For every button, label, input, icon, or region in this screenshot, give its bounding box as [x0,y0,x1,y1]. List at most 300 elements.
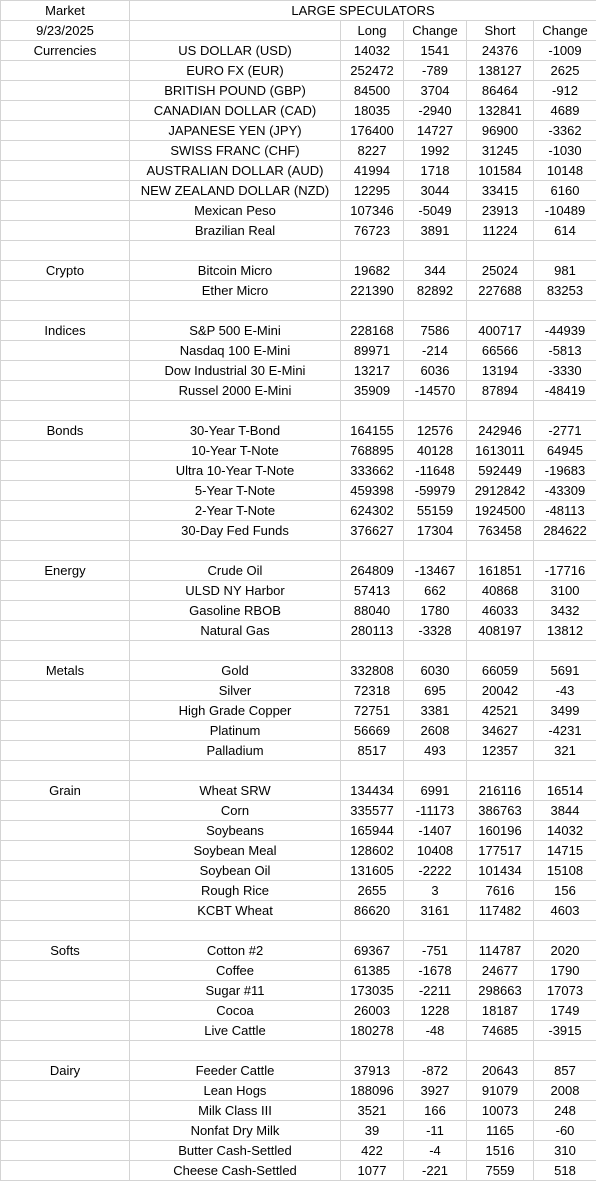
short-change-value[interactable]: 284622 [534,521,596,541]
blank-cell[interactable] [341,641,404,661]
long-value[interactable]: 624302 [341,501,404,521]
short-value[interactable]: 160196 [467,821,534,841]
long-value[interactable]: 72751 [341,701,404,721]
blank-cell[interactable] [467,541,534,561]
long-value[interactable]: 459398 [341,481,404,501]
col-short-header[interactable]: Short [467,21,534,41]
blank-cell[interactable] [1,281,130,301]
blank-cell[interactable] [1,1041,130,1061]
long-value[interactable]: 221390 [341,281,404,301]
short-value[interactable]: 216116 [467,781,534,801]
blank-cell[interactable] [1,1081,130,1101]
blank-cell[interactable] [130,921,341,941]
short-change-value[interactable]: 1790 [534,961,596,981]
short-change-value[interactable]: 83253 [534,281,596,301]
short-change-value[interactable]: 857 [534,1061,596,1081]
long-value[interactable]: 180278 [341,1021,404,1041]
contract-name[interactable]: 5-Year T-Note [130,481,341,501]
blank-cell[interactable] [1,521,130,541]
contract-name[interactable]: Natural Gas [130,621,341,641]
short-value[interactable]: 91079 [467,1081,534,1101]
contract-name[interactable]: Soybean Meal [130,841,341,861]
blank-cell[interactable] [1,921,130,941]
long-value[interactable]: 335577 [341,801,404,821]
blank-cell[interactable] [1,1121,130,1141]
blank-cell[interactable] [130,761,341,781]
blank-cell[interactable] [1,1141,130,1161]
long-change-value[interactable]: 6036 [404,361,467,381]
blank-cell[interactable] [1,961,130,981]
long-value[interactable]: 164155 [341,421,404,441]
short-change-value[interactable]: 14715 [534,841,596,861]
section-label[interactable]: Crypto [1,261,130,281]
contract-name[interactable]: Corn [130,801,341,821]
long-change-value[interactable]: 17304 [404,521,467,541]
short-value[interactable]: 7616 [467,881,534,901]
blank-cell[interactable] [534,921,596,941]
contract-name[interactable]: Palladium [130,741,341,761]
short-value[interactable]: 31245 [467,141,534,161]
blank-cell[interactable] [534,401,596,421]
contract-name[interactable]: Feeder Cattle [130,1061,341,1081]
short-change-value[interactable]: -48113 [534,501,596,521]
long-change-value[interactable]: -11648 [404,461,467,481]
blank-cell[interactable] [1,601,130,621]
short-change-value[interactable]: 248 [534,1101,596,1121]
contract-name[interactable]: JAPANESE YEN (JPY) [130,121,341,141]
blank-cell[interactable] [1,361,130,381]
blank-cell[interactable] [1,721,130,741]
contract-name[interactable]: NEW ZEALAND DOLLAR (NZD) [130,181,341,201]
short-change-value[interactable]: 156 [534,881,596,901]
short-value[interactable]: 101434 [467,861,534,881]
short-change-value[interactable]: 518 [534,1161,596,1181]
long-change-value[interactable]: 10408 [404,841,467,861]
short-value[interactable]: 86464 [467,81,534,101]
long-change-value[interactable]: 6030 [404,661,467,681]
long-value[interactable]: 128602 [341,841,404,861]
long-change-value[interactable]: 12576 [404,421,467,441]
contract-name[interactable]: Platinum [130,721,341,741]
long-value[interactable]: 61385 [341,961,404,981]
contract-name[interactable]: Dow Industrial 30 E-Mini [130,361,341,381]
blank-cell[interactable] [404,301,467,321]
blank-cell[interactable] [1,881,130,901]
long-value[interactable]: 37913 [341,1061,404,1081]
blank-cell[interactable] [130,541,341,561]
blank-cell[interactable] [130,1041,341,1061]
long-change-value[interactable]: 14727 [404,121,467,141]
section-label[interactable]: Currencies [1,41,130,61]
short-change-value[interactable]: -48419 [534,381,596,401]
long-value[interactable]: 57413 [341,581,404,601]
short-change-value[interactable]: -4231 [534,721,596,741]
long-value[interactable]: 2655 [341,881,404,901]
long-change-value[interactable]: 493 [404,741,467,761]
contract-name[interactable]: 2-Year T-Note [130,501,341,521]
long-value[interactable]: 56669 [341,721,404,741]
long-change-value[interactable]: 3381 [404,701,467,721]
contract-name[interactable]: Ether Micro [130,281,341,301]
short-value[interactable]: 1924500 [467,501,534,521]
short-value[interactable]: 40868 [467,581,534,601]
short-value[interactable]: 46033 [467,601,534,621]
short-value[interactable]: 11224 [467,221,534,241]
blank-cell[interactable] [1,181,130,201]
short-value[interactable]: 1613011 [467,441,534,461]
blank-cell[interactable] [341,1041,404,1061]
contract-name[interactable]: AUSTRALIAN DOLLAR (AUD) [130,161,341,181]
blank-cell[interactable] [1,621,130,641]
long-change-value[interactable]: 2608 [404,721,467,741]
blank-cell[interactable] [467,921,534,941]
blank-cell[interactable] [1,61,130,81]
long-value[interactable]: 3521 [341,1101,404,1121]
contract-name[interactable]: 30-Day Fed Funds [130,521,341,541]
short-value[interactable]: 1516 [467,1141,534,1161]
blank-cell[interactable] [1,681,130,701]
blank-cell[interactable] [130,401,341,421]
section-label[interactable]: Softs [1,941,130,961]
long-value[interactable]: 332808 [341,661,404,681]
short-value[interactable]: 132841 [467,101,534,121]
contract-name[interactable]: Gold [130,661,341,681]
short-change-value[interactable]: 2020 [534,941,596,961]
blank-cell[interactable] [1,641,130,661]
blank-cell[interactable] [467,761,534,781]
blank-cell[interactable] [1,241,130,261]
long-change-value[interactable]: -1678 [404,961,467,981]
contract-name[interactable]: Cocoa [130,1001,341,1021]
long-change-value[interactable]: 55159 [404,501,467,521]
short-change-value[interactable]: 3499 [534,701,596,721]
blank-cell[interactable] [1,81,130,101]
short-value[interactable]: 13194 [467,361,534,381]
blank-cell[interactable] [1,141,130,161]
blank-cell[interactable] [130,21,341,41]
long-change-value[interactable]: 1718 [404,161,467,181]
short-change-value[interactable]: 2625 [534,61,596,81]
blank-cell[interactable] [1,1101,130,1121]
long-value[interactable]: 39 [341,1121,404,1141]
blank-cell[interactable] [130,301,341,321]
long-change-value[interactable]: -4 [404,1141,467,1161]
blank-cell[interactable] [1,401,130,421]
blank-cell[interactable] [1,901,130,921]
contract-name[interactable]: Soybeans [130,821,341,841]
short-change-value[interactable]: 14032 [534,821,596,841]
long-change-value[interactable]: 40128 [404,441,467,461]
long-value[interactable]: 13217 [341,361,404,381]
short-change-value[interactable]: 3432 [534,601,596,621]
long-value[interactable]: 18035 [341,101,404,121]
long-change-value[interactable]: 1228 [404,1001,467,1021]
short-value[interactable]: 18187 [467,1001,534,1021]
blank-cell[interactable] [404,401,467,421]
blank-cell[interactable] [404,641,467,661]
short-change-value[interactable]: -17716 [534,561,596,581]
contract-name[interactable]: US DOLLAR (USD) [130,41,341,61]
blank-cell[interactable] [534,641,596,661]
contract-name[interactable]: Wheat SRW [130,781,341,801]
long-change-value[interactable]: 1541 [404,41,467,61]
long-value[interactable]: 1077 [341,1161,404,1181]
long-value[interactable]: 84500 [341,81,404,101]
blank-cell[interactable] [1,981,130,1001]
long-value[interactable]: 76723 [341,221,404,241]
col-short-change-header[interactable]: Change [534,21,596,41]
long-value[interactable]: 131605 [341,861,404,881]
short-change-value[interactable]: 4603 [534,901,596,921]
long-change-value[interactable]: 344 [404,261,467,281]
long-value[interactable]: 188096 [341,1081,404,1101]
short-change-value[interactable]: -1009 [534,41,596,61]
blank-cell[interactable] [467,301,534,321]
table-title[interactable]: LARGE SPECULATORS [130,1,596,21]
long-value[interactable]: 107346 [341,201,404,221]
short-change-value[interactable]: -3915 [534,1021,596,1041]
long-change-value[interactable]: 1780 [404,601,467,621]
long-change-value[interactable]: -11173 [404,801,467,821]
short-value[interactable]: 42521 [467,701,534,721]
blank-cell[interactable] [1,101,130,121]
short-value[interactable]: 20643 [467,1061,534,1081]
section-label[interactable]: Bonds [1,421,130,441]
short-value[interactable]: 114787 [467,941,534,961]
short-value[interactable]: 227688 [467,281,534,301]
blank-cell[interactable] [341,241,404,261]
short-value[interactable]: 25024 [467,261,534,281]
short-value[interactable]: 101584 [467,161,534,181]
long-change-value[interactable]: -59979 [404,481,467,501]
contract-name[interactable]: Lean Hogs [130,1081,341,1101]
contract-name[interactable]: Cheese Cash-Settled [130,1161,341,1181]
short-value[interactable]: 763458 [467,521,534,541]
short-change-value[interactable]: 2008 [534,1081,596,1101]
short-change-value[interactable]: -10489 [534,201,596,221]
blank-cell[interactable] [1,461,130,481]
long-change-value[interactable]: 3161 [404,901,467,921]
long-value[interactable]: 88040 [341,601,404,621]
contract-name[interactable]: BRITISH POUND (GBP) [130,81,341,101]
blank-cell[interactable] [341,761,404,781]
short-change-value[interactable]: 17073 [534,981,596,1001]
short-value[interactable]: 408197 [467,621,534,641]
short-value[interactable]: 87894 [467,381,534,401]
short-value[interactable]: 2912842 [467,481,534,501]
long-value[interactable]: 72318 [341,681,404,701]
short-change-value[interactable]: 3844 [534,801,596,821]
short-value[interactable]: 20042 [467,681,534,701]
short-value[interactable]: 7559 [467,1161,534,1181]
short-value[interactable]: 161851 [467,561,534,581]
contract-name[interactable]: S&P 500 E-Mini [130,321,341,341]
blank-cell[interactable] [1,121,130,141]
long-value[interactable]: 14032 [341,41,404,61]
long-value[interactable]: 8227 [341,141,404,161]
short-value[interactable]: 33415 [467,181,534,201]
long-value[interactable]: 35909 [341,381,404,401]
long-value[interactable]: 264809 [341,561,404,581]
long-value[interactable]: 41994 [341,161,404,181]
short-value[interactable]: 592449 [467,461,534,481]
contract-name[interactable]: Mexican Peso [130,201,341,221]
report-date[interactable]: 9/23/2025 [1,21,130,41]
col-long-header[interactable]: Long [341,21,404,41]
short-change-value[interactable]: -60 [534,1121,596,1141]
short-value[interactable]: 12357 [467,741,534,761]
long-value[interactable]: 69367 [341,941,404,961]
short-change-value[interactable]: -3362 [534,121,596,141]
short-value[interactable]: 1165 [467,1121,534,1141]
blank-cell[interactable] [1,341,130,361]
long-change-value[interactable]: -214 [404,341,467,361]
short-change-value[interactable]: -2771 [534,421,596,441]
long-value[interactable]: 252472 [341,61,404,81]
long-value[interactable]: 422 [341,1141,404,1161]
short-change-value[interactable]: 310 [534,1141,596,1161]
short-value[interactable]: 138127 [467,61,534,81]
blank-cell[interactable] [1,741,130,761]
long-change-value[interactable]: -13467 [404,561,467,581]
contract-name[interactable]: Rough Rice [130,881,341,901]
long-change-value[interactable]: 695 [404,681,467,701]
long-value[interactable]: 280113 [341,621,404,641]
blank-cell[interactable] [534,1041,596,1061]
col-long-change-header[interactable]: Change [404,21,467,41]
blank-cell[interactable] [1,541,130,561]
short-change-value[interactable]: -43 [534,681,596,701]
contract-name[interactable]: Nonfat Dry Milk [130,1121,341,1141]
long-change-value[interactable]: 6991 [404,781,467,801]
short-change-value[interactable]: -912 [534,81,596,101]
long-change-value[interactable]: -3328 [404,621,467,641]
short-value[interactable]: 10073 [467,1101,534,1121]
section-label[interactable]: Grain [1,781,130,801]
blank-cell[interactable] [534,241,596,261]
contract-name[interactable]: Crude Oil [130,561,341,581]
long-change-value[interactable]: 1992 [404,141,467,161]
long-change-value[interactable]: -2222 [404,861,467,881]
blank-cell[interactable] [341,921,404,941]
long-value[interactable]: 165944 [341,821,404,841]
blank-cell[interactable] [1,581,130,601]
contract-name[interactable]: Soybean Oil [130,861,341,881]
long-value[interactable]: 86620 [341,901,404,921]
blank-cell[interactable] [1,481,130,501]
long-value[interactable]: 19682 [341,261,404,281]
section-label[interactable]: Energy [1,561,130,581]
short-change-value[interactable]: 64945 [534,441,596,461]
blank-cell[interactable] [1,221,130,241]
long-change-value[interactable]: -872 [404,1061,467,1081]
short-value[interactable]: 34627 [467,721,534,741]
short-value[interactable]: 298663 [467,981,534,1001]
blank-cell[interactable] [404,921,467,941]
blank-cell[interactable] [1,441,130,461]
blank-cell[interactable] [1,1021,130,1041]
long-change-value[interactable]: -221 [404,1161,467,1181]
long-change-value[interactable]: -5049 [404,201,467,221]
blank-cell[interactable] [534,541,596,561]
short-change-value[interactable]: -3330 [534,361,596,381]
market-header[interactable]: Market [1,1,130,21]
blank-cell[interactable] [1,201,130,221]
short-change-value[interactable]: 16514 [534,781,596,801]
blank-cell[interactable] [1,761,130,781]
contract-name[interactable]: Sugar #11 [130,981,341,1001]
blank-cell[interactable] [341,301,404,321]
long-change-value[interactable]: -751 [404,941,467,961]
short-value[interactable]: 74685 [467,1021,534,1041]
contract-name[interactable]: Cotton #2 [130,941,341,961]
blank-cell[interactable] [1,841,130,861]
short-value[interactable]: 400717 [467,321,534,341]
blank-cell[interactable] [130,641,341,661]
long-value[interactable]: 376627 [341,521,404,541]
blank-cell[interactable] [404,1041,467,1061]
short-change-value[interactable]: 1749 [534,1001,596,1021]
blank-cell[interactable] [1,161,130,181]
short-change-value[interactable]: 614 [534,221,596,241]
short-value[interactable]: 242946 [467,421,534,441]
long-change-value[interactable]: -1407 [404,821,467,841]
long-value[interactable]: 333662 [341,461,404,481]
long-change-value[interactable]: 166 [404,1101,467,1121]
blank-cell[interactable] [1,861,130,881]
long-value[interactable]: 89971 [341,341,404,361]
long-value[interactable]: 228168 [341,321,404,341]
blank-cell[interactable] [1,1001,130,1021]
blank-cell[interactable] [467,1041,534,1061]
long-change-value[interactable]: -11 [404,1121,467,1141]
short-change-value[interactable]: -1030 [534,141,596,161]
long-value[interactable]: 768895 [341,441,404,461]
long-change-value[interactable]: 7586 [404,321,467,341]
blank-cell[interactable] [534,301,596,321]
contract-name[interactable]: 10-Year T-Note [130,441,341,461]
contract-name[interactable]: Ultra 10-Year T-Note [130,461,341,481]
short-value[interactable]: 177517 [467,841,534,861]
short-value[interactable]: 117482 [467,901,534,921]
blank-cell[interactable] [467,401,534,421]
long-value[interactable]: 173035 [341,981,404,1001]
blank-cell[interactable] [1,821,130,841]
short-value[interactable]: 24677 [467,961,534,981]
contract-name[interactable]: Silver [130,681,341,701]
contract-name[interactable]: CANADIAN DOLLAR (CAD) [130,101,341,121]
short-change-value[interactable]: 5691 [534,661,596,681]
contract-name[interactable]: Live Cattle [130,1021,341,1041]
contract-name[interactable]: Brazilian Real [130,221,341,241]
blank-cell[interactable] [1,701,130,721]
long-change-value[interactable]: -2940 [404,101,467,121]
contract-name[interactable]: Bitcoin Micro [130,261,341,281]
short-value[interactable]: 66566 [467,341,534,361]
short-change-value[interactable]: -44939 [534,321,596,341]
blank-cell[interactable] [467,241,534,261]
long-value[interactable]: 134434 [341,781,404,801]
long-value[interactable]: 26003 [341,1001,404,1021]
long-value[interactable]: 12295 [341,181,404,201]
blank-cell[interactable] [341,401,404,421]
contract-name[interactable]: Milk Class III [130,1101,341,1121]
short-change-value[interactable]: 981 [534,261,596,281]
contract-name[interactable]: Coffee [130,961,341,981]
blank-cell[interactable] [1,801,130,821]
short-value[interactable]: 23913 [467,201,534,221]
blank-cell[interactable] [404,541,467,561]
